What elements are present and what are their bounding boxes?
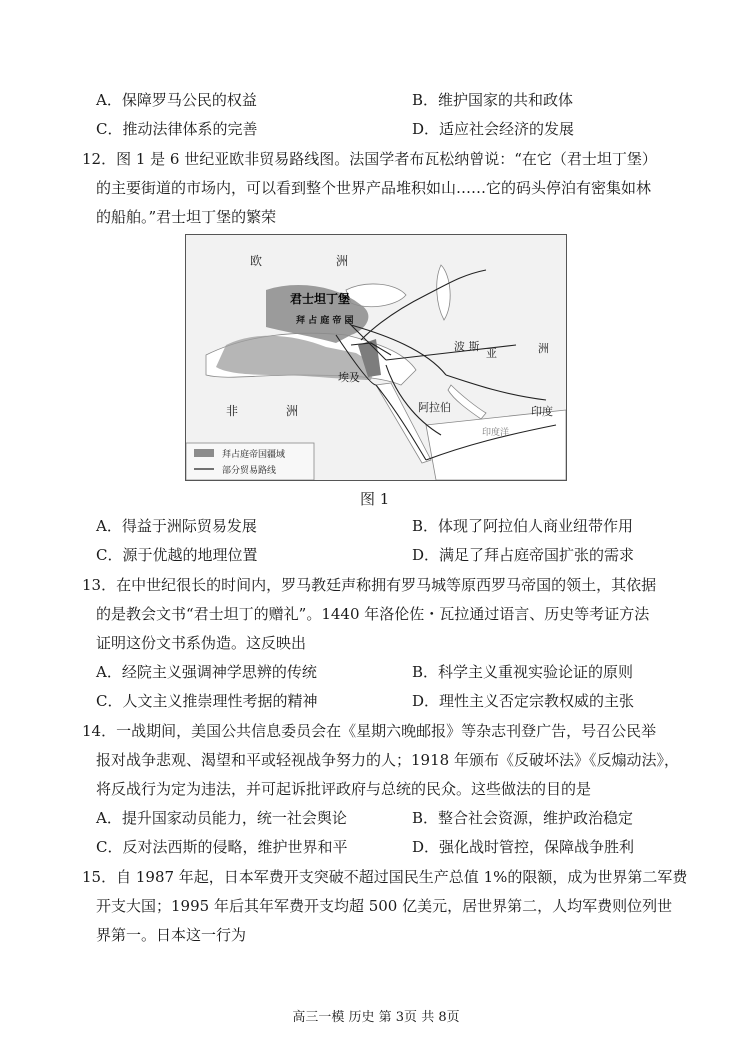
trade-route-map [185,234,567,481]
q14-stem-line-2: 报对战争悲观、渴望和平或轻视战争努力的人；1918 年颁布《反破坏法》《反煽动法》， [96,751,679,769]
q15-stem-line-1: 15．自 1987 年起，日本军费开支突破不超过国民生产总值 1%的限额，成为世界第二军费 [82,868,688,886]
map-label-constantinople: 君士坦丁堡 [290,292,351,306]
q14-option-d: D．强化战时管控，保障战争胜利 [412,838,635,856]
map-label-indian-ocean: 印度洋 [482,428,510,438]
map-label-europe-1: 欧 [250,254,263,268]
legend-territory-swatch [194,449,214,457]
map-label-egypt: 埃及 [338,371,360,384]
q13-option-d: D．理性主义否定宗教权威的主张 [412,692,635,710]
q12-stem-line-1: 12．图 1 是 6 世纪亚欧非贸易路线图。法国学者布瓦松纳曾说：“在它（君士坦丁堡） [82,150,657,168]
q13-stem-line-2: 的是教会文书“君士坦丁的赠礼”。1440 年洛伦佐・瓦拉通过语言、历史等考证方法 [96,605,650,623]
map-label-arabia: 阿拉伯 [418,401,451,414]
q12-option-a: A．得益于洲际贸易发展 [96,517,257,535]
q14-option-b: B．整合社会资源，维护政治稳定 [412,809,634,827]
legend-territory-label: 拜占庭帝国疆域 [222,450,286,460]
q12-option-b: B．体现了阿拉伯人商业纽带作用 [412,517,634,535]
q15-stem-line-3: 界第一。日本这一行为 [96,926,247,944]
q11-option-b: B．维护国家的共和政体 [412,91,574,109]
map-label-africa-2: 洲 [286,404,299,418]
q14-stem-line-1: 14．一战期间，美国公共信息委员会在《星期六晚邮报》等杂志刊登广告，号召公民举 [82,722,657,740]
q11-option-a: A．保障罗马公民的权益 [96,91,257,109]
q14-stem-line-3: 将反战行为定为违法，并可起诉批评政府与总统的民众。这些做法的目的是 [96,780,592,798]
q12-stem-line-3: 的船舶。”君士坦丁堡的繁荣 [96,208,277,226]
map-label-persia-1: 波 斯 [454,340,480,353]
q11-option-d: D．适应社会经济的发展 [412,120,575,138]
q12-option-c: C．源于优越的地理位置 [96,546,258,564]
map-label-africa-1: 非 [226,404,239,418]
q13-option-a: A．经院主义强调神学思辨的传统 [96,663,317,681]
legend-routes-label: 部分贸易路线 [222,466,277,476]
q13-stem-line-1: 13．在中世纪很长的时间内，罗马教廷声称拥有罗马城等原西罗马帝国的领土，其依据 [82,576,657,594]
q15-stem-line-2: 开支大国；1995 年后其年军费开支均超 500 亿美元，居世界第二，人均军费则位列世 [96,897,673,915]
q14-option-a: A．提升国家动员能力，统一社会舆论 [96,809,347,827]
map-label-europe-2: 洲 [336,254,349,268]
q13-option-c: C．人文主义推崇理性考据的精神 [96,692,318,710]
q13-option-b: B．科学主义重视实验论证的原则 [412,663,634,681]
map-label-byzantine: 拜 占 庭 帝 国 [296,316,354,326]
map-label-persia-2: 亚 [486,347,497,360]
map-label-asia-zhou: 洲 [538,342,549,355]
q14-option-c: C．反对法西斯的侵略，维护世界和平 [96,838,348,856]
q11-option-c: C．推动法律体系的完善 [96,120,258,138]
q13-stem-line-3: 证明这份文书系伪造。这反映出 [96,634,307,652]
q12-option-d: D．满足了拜占庭帝国扩张的需求 [412,546,635,564]
figure-caption: 图 1 [360,490,390,508]
map-label-india: 印度 [531,405,553,418]
page-footer: 高三一模 历史 第 3页 共 8页 [292,1010,460,1025]
q12-stem-line-2: 的主要街道的市场内，可以看到整个世界产品堆积如山……它的码头停泊有密集如林 [96,179,652,197]
